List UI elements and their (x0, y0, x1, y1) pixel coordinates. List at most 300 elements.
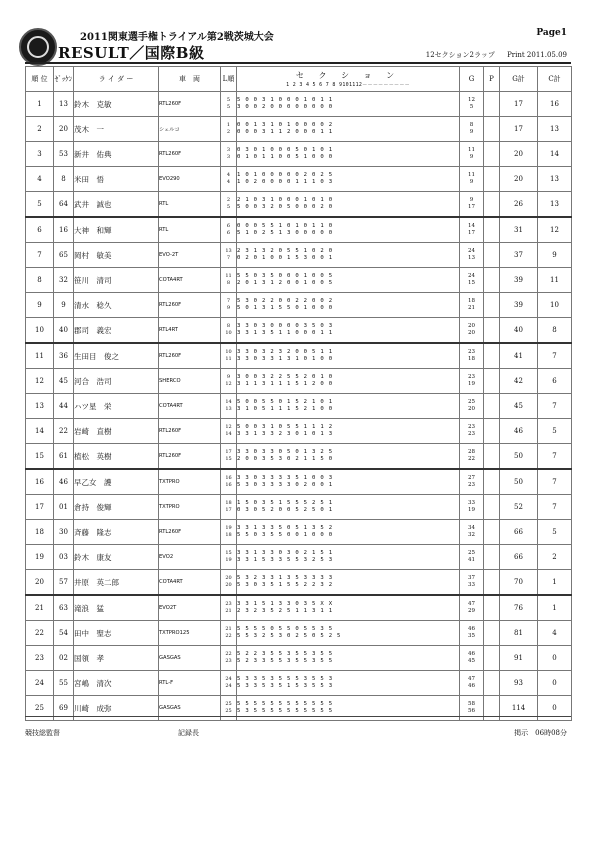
c-total-cell (538, 646, 572, 671)
p-cell (484, 92, 500, 117)
machine-name: EVO290 (159, 176, 180, 182)
machine-name: RTL260F (159, 101, 182, 107)
lap-order-cell (221, 167, 237, 192)
g-score-lap2: 9 (469, 154, 474, 160)
rank-value: 12 (35, 377, 44, 385)
section-scores-cell (237, 646, 460, 671)
g-score-lap2: 41 (468, 557, 475, 563)
c-total-value: 16 (550, 100, 559, 108)
section-scores-cell (237, 545, 460, 570)
g-score-lap1: 28 (468, 449, 475, 455)
g-total-value: 42 (514, 377, 523, 385)
g-total-cell (500, 117, 538, 142)
section-scores-cell (237, 671, 460, 696)
c-total-value: 12 (550, 226, 559, 234)
machine-cell (159, 520, 221, 545)
g-score-lap1: 12 (468, 97, 475, 103)
bib-cell (54, 595, 74, 621)
bib-value: 9 (61, 301, 66, 309)
machine-cell (159, 444, 221, 470)
rider-name: 鈴木 克敏 (74, 99, 112, 109)
p-cell (484, 167, 500, 192)
rider-name: 早乙女 護 (74, 477, 112, 487)
table-row (26, 369, 572, 394)
machine-cell (159, 117, 221, 142)
rank-cell (26, 595, 54, 621)
c-total-value: 0 (552, 654, 557, 662)
c-total-value: 14 (550, 150, 559, 158)
bib-value: 40 (59, 326, 68, 334)
g-cell (460, 545, 484, 570)
bib-cell (54, 545, 74, 570)
g-total-value: 93 (514, 679, 523, 687)
section-scores-lap1: 3 0 0 3 2 2 5 5 2 0 1 0 (237, 374, 333, 380)
rider-name: 国領 孝 (74, 653, 104, 663)
rider-name: 郡司 義宏 (74, 325, 112, 335)
rank-cell (26, 192, 54, 218)
p-cell (484, 444, 500, 470)
c-total-value: 5 (552, 528, 557, 536)
section-scores-lap2: 2 3 2 3 5 2 5 1 1 3 1 1 (237, 608, 333, 614)
table-row (26, 293, 572, 318)
p-cell (484, 192, 500, 218)
lap-order-lap2: 15 (225, 456, 232, 462)
rider-cell (74, 92, 159, 117)
g-score-lap1: 25 (468, 550, 475, 556)
c-total-cell (538, 520, 572, 545)
table-row (26, 318, 572, 344)
rider-cell (74, 369, 159, 394)
section-scores-cell (237, 621, 460, 646)
g-cell (460, 671, 484, 696)
rank-value: 1 (37, 100, 42, 108)
bib-cell (54, 444, 74, 470)
g-cell (460, 495, 484, 520)
section-scores-lap2: 0 1 0 1 1 0 0 5 1 0 0 0 (237, 154, 333, 160)
g-total-cell (500, 217, 538, 243)
section-scores-lap1: 0 0 0 5 5 1 0 1 0 1 1 0 (237, 223, 333, 229)
bib-value: 13 (59, 100, 68, 108)
lap-order-lap2: 23 (225, 658, 232, 664)
rank-cell (26, 167, 54, 192)
posted-time: 掲示 06時08分 (514, 729, 567, 737)
c-total-cell (538, 192, 572, 218)
rank-value: 22 (35, 629, 44, 637)
rider-name: ハツ星 栄 (74, 401, 112, 411)
g-cell (460, 621, 484, 646)
lap-order-cell (221, 444, 237, 470)
rider-cell (74, 268, 159, 293)
section-scores-lap1: 3 3 0 3 0 0 0 0 3 5 0 3 (237, 323, 333, 329)
header-g: G (460, 67, 484, 92)
g-total-value: 17 (514, 100, 523, 108)
bib-value: 61 (59, 452, 68, 460)
rider-name: 植松 英樹 (74, 451, 112, 461)
rank-value: 21 (35, 604, 44, 612)
rank-value: 9 (37, 301, 42, 309)
c-total-cell (538, 142, 572, 167)
g-score-lap1: 47 (468, 601, 475, 607)
section-scores-lap2: 5 3 5 5 5 5 5 5 5 5 5 5 (237, 708, 333, 714)
rank-value: 4 (37, 175, 42, 183)
machine-cell (159, 142, 221, 167)
p-cell (484, 318, 500, 344)
machine-cell (159, 167, 221, 192)
c-total-cell (538, 545, 572, 570)
machine-name: RTL-F (159, 680, 174, 686)
page-number: Page1 (536, 28, 567, 38)
event-title: 2011関東選手権トライアル第2戦茨城大会 (80, 32, 274, 43)
p-cell (484, 343, 500, 369)
bib-cell (54, 243, 74, 268)
section-scores-lap2: 2 0 0 3 5 3 0 2 1 1 5 0 (237, 456, 333, 462)
c-total-cell (538, 243, 572, 268)
c-total-value: 1 (552, 604, 557, 612)
g-total-cell (500, 595, 538, 621)
header-p: P (484, 67, 500, 92)
g-score-lap1: 11 (468, 147, 475, 153)
lap-order-cell (221, 469, 237, 495)
c-total-value: 7 (552, 503, 557, 511)
section-scores-lap1: 5 5 5 5 5 5 5 5 5 5 5 5 (237, 701, 333, 707)
lap-order-lap2: 4 (226, 179, 231, 185)
c-total-cell (538, 268, 572, 293)
rider-cell (74, 318, 159, 344)
c-total-value: 0 (552, 704, 557, 712)
rank-value: 17 (35, 503, 44, 511)
c-total-cell (538, 92, 572, 117)
header-machine: 車 両 (159, 67, 221, 92)
machine-name: COTA4RT (159, 277, 183, 283)
g-cell (460, 243, 484, 268)
bib-cell (54, 192, 74, 218)
c-total-value: 1 (552, 578, 557, 586)
table-row (26, 646, 572, 671)
table-row (26, 394, 572, 419)
c-total-cell (538, 217, 572, 243)
lap-order-cell (221, 621, 237, 646)
lap-order-lap1: 3 (226, 147, 231, 153)
lap-order-lap1: 18 (225, 500, 232, 506)
section-scores-lap2: 3 3 1 5 3 3 5 5 3 2 5 3 (237, 557, 333, 563)
c-total-cell (538, 444, 572, 470)
section-scores-cell (237, 293, 460, 318)
rank-cell (26, 217, 54, 243)
machine-name: EVO-2T (159, 252, 179, 258)
section-scores-cell (237, 369, 460, 394)
lap-order-lap1: 13 (225, 248, 232, 254)
g-total-cell (500, 621, 538, 646)
table-header (26, 67, 572, 92)
bib-cell (54, 293, 74, 318)
machine-cell (159, 469, 221, 495)
g-total-cell (500, 343, 538, 369)
section-scores-cell (237, 92, 460, 117)
section-scores-cell (237, 343, 460, 369)
machine-cell (159, 671, 221, 696)
results-table (25, 66, 572, 721)
rider-name: 川崎 成弥 (74, 703, 112, 713)
table-row (26, 217, 572, 243)
lap-order-lap1: 7 (226, 298, 231, 304)
lap-order-cell (221, 495, 237, 520)
g-cell (460, 167, 484, 192)
section-scores-lap2: 3 3 0 3 3 1 3 1 0 1 0 0 (237, 356, 333, 362)
table-row (26, 495, 572, 520)
table-row (26, 419, 572, 444)
g-score-lap1: 46 (468, 651, 475, 657)
g-score-lap2: 20 (468, 406, 475, 412)
lap-order-lap1: 10 (225, 349, 232, 355)
rider-cell (74, 117, 159, 142)
rider-cell (74, 217, 159, 243)
lap-order-lap1: 12 (225, 424, 232, 430)
header-c-total: C計 (538, 67, 572, 92)
lap-order-lap2: 8 (226, 280, 231, 286)
rider-cell (74, 545, 159, 570)
lap-order-lap1: 23 (225, 601, 232, 607)
rider-name: 田中 聖志 (74, 628, 112, 638)
c-total-value: 13 (550, 200, 559, 208)
lap-order-lap2: 22 (225, 633, 232, 639)
rank-cell (26, 520, 54, 545)
section-scores-lap1: 5 5 5 5 0 5 5 0 5 5 3 5 (237, 626, 333, 632)
p-cell (484, 495, 500, 520)
lap-order-lap2: 19 (225, 557, 232, 563)
lap-order-lap2: 5 (226, 104, 231, 110)
p-cell (484, 545, 500, 570)
header-bib: ｾﾞｯｹﾝ (54, 67, 74, 92)
bib-cell (54, 394, 74, 419)
machine-name: EVO2 (159, 554, 174, 560)
lap-order-cell (221, 293, 237, 318)
machine-name: RTL260F (159, 428, 182, 434)
header-section (237, 67, 460, 92)
g-score-lap2: 13 (468, 255, 475, 261)
g-total-value: 40 (514, 326, 523, 334)
section-scores-lap1: 3 3 0 3 3 0 5 0 1 3 2 5 (237, 449, 333, 455)
machine-name: COTA4RT (159, 403, 183, 409)
bib-value: 20 (59, 125, 68, 133)
lap-order-lap2: 5 (226, 204, 231, 210)
p-cell (484, 394, 500, 419)
g-score-lap2: 18 (468, 356, 475, 362)
lap-order-lap1: 15 (225, 550, 232, 556)
g-score-lap2: 20 (468, 330, 475, 336)
c-total-value: 4 (552, 629, 557, 637)
g-total-value: 20 (514, 175, 523, 183)
g-total-cell (500, 469, 538, 495)
machine-cell (159, 495, 221, 520)
section-scores-lap2: 0 2 0 1 0 0 1 5 3 0 0 1 (237, 255, 333, 261)
g-total-cell (500, 243, 538, 268)
table-row (26, 671, 572, 696)
table-row (26, 92, 572, 117)
machine-name: シェルコ (159, 126, 180, 133)
lap-order-lap1: 11 (225, 273, 232, 279)
section-scores-lap2: 5 2 3 3 5 5 3 5 5 3 5 5 (237, 658, 333, 664)
g-cell (460, 646, 484, 671)
g-total-cell (500, 192, 538, 218)
section-scores-lap2: 3 3 1 3 3 2 3 0 1 0 1 3 (237, 431, 333, 437)
rank-value: 8 (37, 276, 42, 284)
section-scores-cell (237, 394, 460, 419)
bib-value: 03 (59, 553, 68, 561)
rank-value: 5 (37, 200, 42, 208)
machine-name: EVO2T (159, 605, 177, 611)
lap-order-cell (221, 671, 237, 696)
lap-order-lap2: 11 (225, 356, 232, 362)
federation-logo (19, 28, 57, 66)
title-divider (25, 62, 571, 64)
g-score-lap1: 47 (468, 676, 475, 682)
bib-value: 65 (59, 251, 68, 259)
bib-value: 36 (59, 352, 68, 360)
g-total-cell (500, 142, 538, 167)
g-score-lap1: 27 (468, 475, 475, 481)
machine-name: RTL (159, 201, 169, 207)
bib-cell (54, 142, 74, 167)
header-section-numbers: 1 2 3 4 5 6 7 8 9101112－－－－－－－－－ (286, 82, 410, 88)
g-total-cell (500, 394, 538, 419)
section-scores-lap1: 3 3 1 5 1 3 3 0 3 5 X X (237, 601, 333, 607)
table-row (26, 167, 572, 192)
lap-order-lap1: 6 (226, 223, 231, 229)
rider-name: 笹川 清司 (74, 275, 112, 285)
lap-order-lap2: 20 (225, 582, 232, 588)
p-cell (484, 469, 500, 495)
rank-cell (26, 268, 54, 293)
section-scores-lap1: 3 3 0 3 2 3 2 0 0 5 1 1 (237, 349, 333, 355)
lap-order-cell (221, 646, 237, 671)
section-scores-lap1: 2 3 1 3 2 0 5 5 1 0 2 0 (237, 248, 333, 254)
section-scores-lap1: 2 1 0 3 1 0 0 0 1 0 1 0 (237, 197, 333, 203)
rider-name: 清水 稔久 (74, 300, 112, 310)
g-score-lap1: 33 (468, 500, 475, 506)
table-row (26, 469, 572, 495)
p-cell (484, 595, 500, 621)
lap-order-cell (221, 419, 237, 444)
g-score-lap2: 19 (468, 507, 475, 513)
rank-cell (26, 92, 54, 117)
p-cell (484, 117, 500, 142)
g-score-lap2: 21 (468, 305, 475, 311)
table-row (26, 343, 572, 369)
lap-order-lap2: 12 (225, 381, 232, 387)
bib-cell (54, 117, 74, 142)
lap-order-lap1: 14 (225, 399, 232, 405)
c-total-value: 8 (552, 326, 557, 334)
c-total-cell (538, 671, 572, 696)
lap-info: 12セクション2ラップ (425, 51, 495, 59)
g-cell (460, 293, 484, 318)
rank-cell (26, 419, 54, 444)
g-score-lap1: 18 (468, 298, 475, 304)
rider-name: 茂木 一 (74, 124, 104, 134)
lap-order-lap1: 25 (225, 701, 232, 707)
g-score-lap1: 14 (468, 223, 475, 229)
section-scores-cell (237, 318, 460, 344)
lap-order-lap2: 2 (226, 129, 231, 135)
g-total-cell (500, 671, 538, 696)
bib-cell (54, 570, 74, 596)
rank-value: 23 (35, 654, 44, 662)
section-scores-cell (237, 444, 460, 470)
machine-cell (159, 394, 221, 419)
bib-cell (54, 217, 74, 243)
section-scores-lap2: 3 3 1 3 5 1 1 0 0 0 1 1 (237, 330, 333, 336)
section-scores-lap1: 5 2 2 3 5 5 3 5 5 3 5 5 (237, 651, 333, 657)
rank-cell (26, 671, 54, 696)
machine-cell (159, 570, 221, 596)
rider-cell (74, 343, 159, 369)
rider-name: 岩崎 直樹 (74, 426, 112, 436)
section-scores-cell (237, 243, 460, 268)
lap-order-lap1: 5 (226, 97, 231, 103)
g-total-cell (500, 268, 538, 293)
machine-name: RTL4RT (159, 327, 178, 333)
bib-cell (54, 92, 74, 117)
g-total-value: 81 (514, 629, 523, 637)
machine-cell (159, 646, 221, 671)
c-total-cell (538, 419, 572, 444)
table-row (26, 243, 572, 268)
g-total-cell (500, 570, 538, 596)
rank-cell (26, 545, 54, 570)
section-scores-lap2: 5 3 3 5 3 5 1 5 3 5 5 3 (237, 683, 333, 689)
g-cell (460, 117, 484, 142)
g-total-cell (500, 419, 538, 444)
rank-value: 3 (37, 150, 42, 158)
rider-name: 井原 英二郎 (74, 577, 119, 587)
bib-value: 02 (59, 654, 68, 662)
c-total-cell (538, 570, 572, 596)
bib-value: 69 (59, 704, 68, 712)
g-score-lap2: 45 (468, 658, 475, 664)
rank-value: 10 (35, 326, 44, 334)
rank-cell (26, 621, 54, 646)
rider-name: 鈴木 康友 (74, 552, 112, 562)
bib-value: 16 (59, 226, 68, 234)
rider-cell (74, 167, 159, 192)
bib-cell (54, 318, 74, 344)
g-total-cell (500, 444, 538, 470)
lap-order-lap1: 19 (225, 525, 232, 531)
rank-value: 6 (37, 226, 42, 234)
lap-order-lap1: 17 (225, 449, 232, 455)
section-scores-cell (237, 469, 460, 495)
g-score-lap1: 8 (469, 122, 474, 128)
g-score-lap1: 11 (468, 172, 475, 178)
bib-value: 32 (59, 276, 68, 284)
g-score-lap2: 22 (468, 456, 475, 462)
section-scores-lap1: 5 0 0 5 5 0 1 5 2 1 0 1 (237, 399, 333, 405)
section-scores-lap1: 5 3 3 5 3 5 5 5 3 5 5 3 (237, 676, 333, 682)
rider-name: 岡村 敏美 (74, 250, 112, 260)
rank-value: 11 (35, 352, 44, 360)
p-cell (484, 369, 500, 394)
g-total-value: 66 (514, 553, 523, 561)
lap-order-lap1: 21 (225, 626, 232, 632)
g-score-lap2: 9 (469, 179, 474, 185)
header-g-total: G計 (500, 67, 538, 92)
lap-order-lap1: 2 (226, 197, 231, 203)
lap-order-cell (221, 92, 237, 117)
p-cell (484, 646, 500, 671)
p-cell (484, 217, 500, 243)
section-scores-lap1: 3 3 0 3 3 3 3 5 1 0 0 3 (237, 475, 333, 481)
rank-cell (26, 469, 54, 495)
